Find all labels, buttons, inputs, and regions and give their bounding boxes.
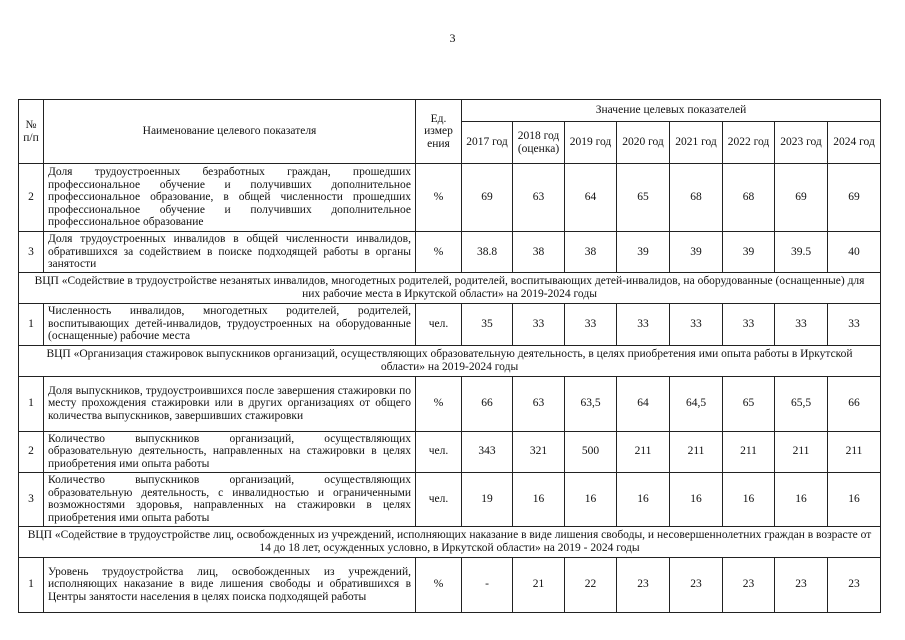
row-unit: % — [416, 376, 462, 431]
row-value: 16 — [617, 472, 670, 526]
row-value: 211 — [617, 431, 670, 472]
row-value: 23 — [617, 557, 670, 612]
row-value: 16 — [723, 472, 775, 526]
row-value: 65,5 — [775, 376, 828, 431]
row-value: 33 — [565, 303, 617, 345]
header-unit: Ед. измер ения — [416, 100, 462, 164]
header-year: 2020 год — [617, 122, 670, 164]
row-name: Количество выпускников организаций, осуществляющих образовательную деятельность, направленных на стажировки в целях приобретения ими опыта работы — [44, 431, 416, 472]
row-value: 38 — [565, 232, 617, 273]
row-value: 69 — [462, 164, 513, 232]
row-unit: % — [416, 557, 462, 612]
header-values-title: Значение целевых показателей — [462, 100, 881, 122]
row-value: 39.5 — [775, 232, 828, 273]
row-value: 23 — [723, 557, 775, 612]
indicators-table — [18, 99, 881, 613]
table-row — [19, 472, 881, 526]
row-value: 38 — [513, 232, 565, 273]
row-value: 33 — [513, 303, 565, 345]
row-unit: чел. — [416, 472, 462, 526]
row-value: 39 — [723, 232, 775, 273]
row-value: 23 — [670, 557, 723, 612]
row-value: 64 — [565, 164, 617, 232]
row-value: 69 — [828, 164, 881, 232]
header-row — [19, 100, 881, 122]
header-num: № п/п — [19, 100, 44, 164]
row-unit: % — [416, 164, 462, 232]
row-value: 21 — [513, 557, 565, 612]
row-value: 16 — [670, 472, 723, 526]
row-value: 16 — [775, 472, 828, 526]
table-row — [19, 303, 881, 345]
row-value: 63,5 — [565, 376, 617, 431]
table-row — [19, 557, 881, 612]
row-num: 1 — [19, 303, 44, 345]
row-name: Доля трудоустроенных инвалидов в общей численности инвалидов, обратившихся за содействием в поиске подходящей работы в органы занятости — [44, 232, 416, 273]
row-value: 33 — [617, 303, 670, 345]
row-value: 16 — [513, 472, 565, 526]
page-number: 3 — [449, 31, 456, 45]
row-name: Количество выпускников организаций, осуществляющих образовательную деятельность, с инвалидностью и ограниченными возможностями здоровья, направленных на стажировки в целях приобретения ими опыта работы — [44, 472, 416, 526]
row-unit: чел. — [416, 303, 462, 345]
row-value: 68 — [670, 164, 723, 232]
row-value: 211 — [670, 431, 723, 472]
row-value: 23 — [775, 557, 828, 612]
row-value: 19 — [462, 472, 513, 526]
row-value: 39 — [617, 232, 670, 273]
table-row — [19, 376, 881, 431]
table-row — [19, 431, 881, 472]
section-row — [19, 526, 881, 557]
section-title: ВЦП «Содействие в трудоустройстве лиц, освобожденных из учреждений, исполняющих наказание в виде лишения свободы, и несовершеннолетних граждан в возрасте от 14 до 18 лет, осужденных условно, в Иркутской области» на 2019 - 2024 годы — [19, 526, 881, 557]
row-name: Уровень трудоустройства лиц, освобожденных из учреждений, исполняющих наказание в виде лишения свободы и обратившихся в Центры занятости населения в целях поиска подходящей работы — [44, 557, 416, 612]
row-value: 68 — [723, 164, 775, 232]
row-unit: чел. — [416, 431, 462, 472]
row-num: 2 — [19, 164, 44, 232]
row-value: 63 — [513, 376, 565, 431]
header-year: 2022 год — [723, 122, 775, 164]
row-value: - — [462, 557, 513, 612]
row-value: 321 — [513, 431, 565, 472]
row-num: 2 — [19, 431, 44, 472]
row-value: 66 — [462, 376, 513, 431]
row-value: 33 — [670, 303, 723, 345]
section-row — [19, 345, 881, 376]
row-value: 211 — [723, 431, 775, 472]
row-value: 40 — [828, 232, 881, 273]
row-value: 22 — [565, 557, 617, 612]
row-value: 65 — [723, 376, 775, 431]
section-row — [19, 272, 881, 303]
header-name: Наименование целевого показателя — [44, 100, 416, 164]
row-value: 35 — [462, 303, 513, 345]
header-year: 2024 год — [828, 122, 881, 164]
header-year: 2018 год (оценка) — [513, 122, 565, 164]
row-value: 63 — [513, 164, 565, 232]
row-name: Численность инвалидов, многодетных родителей, родителей, воспитывающих детей-инвалидов, трудоустроенных на оборудованные (оснащенные) рабочие места — [44, 303, 416, 345]
row-value: 33 — [828, 303, 881, 345]
row-value: 64 — [617, 376, 670, 431]
header-year: 2023 год — [775, 122, 828, 164]
row-value: 16 — [828, 472, 881, 526]
row-value: 39 — [670, 232, 723, 273]
row-value: 23 — [828, 557, 881, 612]
row-unit: % — [416, 232, 462, 273]
row-value: 500 — [565, 431, 617, 472]
row-value: 16 — [565, 472, 617, 526]
row-value: 33 — [723, 303, 775, 345]
row-num: 1 — [19, 557, 44, 612]
row-name: Доля выпускников, трудоустроившихся после завершения стажировки по месту прохождения стажировки или в других организациях от общего количества выпускников, завершивших стажировки — [44, 376, 416, 431]
row-num: 3 — [19, 232, 44, 273]
row-num: 3 — [19, 472, 44, 526]
row-value: 65 — [617, 164, 670, 232]
header-year: 2021 год — [670, 122, 723, 164]
row-value: 33 — [775, 303, 828, 345]
table-row — [19, 232, 881, 273]
row-value: 211 — [775, 431, 828, 472]
row-num: 1 — [19, 376, 44, 431]
row-name: Доля трудоустроенных безработных граждан, прошедших профессиональное обучение и получивших дополнительное профессиональное образование, в общей численности прошедших профессиональное обучение и получивших дополнительное профессиональное образование — [44, 164, 416, 232]
row-value: 38.8 — [462, 232, 513, 273]
row-value: 64,5 — [670, 376, 723, 431]
header-year: 2019 год — [565, 122, 617, 164]
table-row — [19, 164, 881, 232]
row-value: 211 — [828, 431, 881, 472]
row-value: 66 — [828, 376, 881, 431]
section-title: ВЦП «Организация стажировок выпускников организаций, осуществляющих образовательную деятельность, в целях приобретения ими опыта работы в Иркутской области» на 2019-2024 годы — [19, 345, 881, 376]
row-value: 343 — [462, 431, 513, 472]
section-title: ВЦП «Содействие в трудоустройстве незанятых инвалидов, многодетных родителей, родителей, воспитывающих детей-инвалидов, на оборудованные (оснащенные) для них рабочие места в Иркутской области» на 2019-2024 годы — [19, 272, 881, 303]
header-year: 2017 год — [462, 122, 513, 164]
row-value: 69 — [775, 164, 828, 232]
